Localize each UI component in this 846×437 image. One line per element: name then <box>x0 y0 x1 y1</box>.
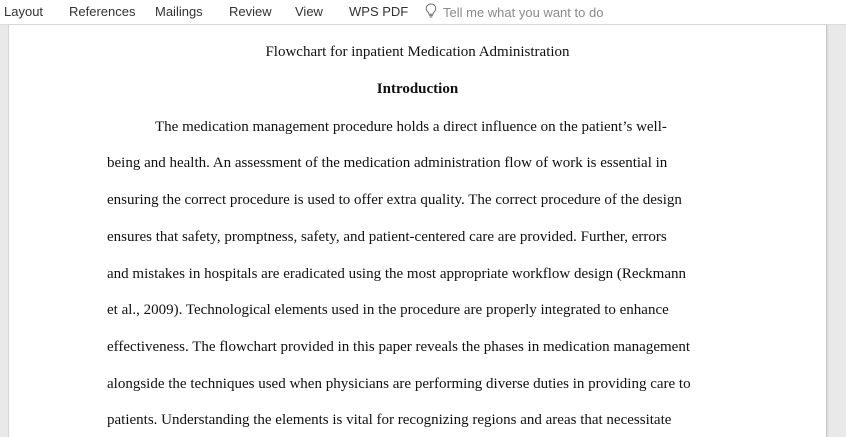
paragraph-line: ensures that safety, promptness, safety, and patient-centered care are provided. Further, errors <box>107 229 667 245</box>
tab-review[interactable]: Review <box>229 4 272 19</box>
tell-me-search[interactable] <box>425 2 603 22</box>
tab-mailings[interactable]: Mailings <box>155 4 203 19</box>
paragraph-line: et al., 2009). Technological elements used in the procedure are properly integrated to enhance <box>107 302 669 318</box>
paragraph-line: The medication management procedure holds a direct influence on the patient’s well- <box>155 119 667 135</box>
paragraph-line: and mistakes in hospitals are eradicated using the most appropriate workflow design (Reckmann <box>107 266 687 282</box>
tell-me-placeholder: Tell me what you want to do <box>443 4 604 20</box>
document-page[interactable] <box>8 25 827 437</box>
document-canvas[interactable] <box>0 25 846 437</box>
section-heading: Introduction <box>376 81 459 97</box>
tab-references[interactable]: References <box>69 4 136 19</box>
paragraph-line: being and health. An assessment of the medication administration flow of work is essential in <box>107 155 668 171</box>
document-title: Flowchart for inpatient Medication Administration <box>265 44 570 60</box>
tab-layout[interactable]: Layout <box>4 4 44 19</box>
tab-view[interactable]: View <box>295 4 323 19</box>
ribbon-tab-bar <box>0 0 846 25</box>
paragraph-line: ensuring the correct procedure is used to offer extra quality. The correct procedure of the design <box>107 192 682 208</box>
paragraph-line: patients. Understanding the elements is vital for recognizing regions and areas that necessitate <box>107 412 672 428</box>
lightbulb-icon <box>425 3 443 21</box>
paragraph-line: alongside the techniques used when physicians are performing diverse duties in providing care to <box>107 376 691 392</box>
tab-wps-pdf[interactable]: WPS PDF <box>349 4 409 19</box>
paragraph-line: effectiveness. The flowchart provided in this paper reveals the phases in medication management <box>107 339 690 355</box>
